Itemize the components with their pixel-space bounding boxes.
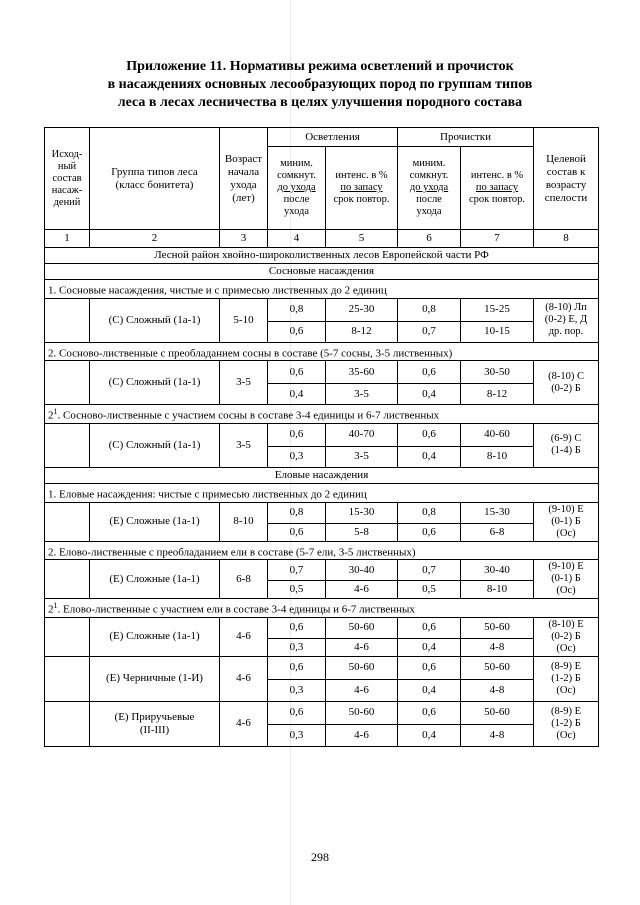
proch-min-density-cell: 0,4 (398, 724, 461, 746)
proch-min-density-cell: 0,6 (398, 523, 461, 541)
header-osv-intensity: интенс. в % по запасу срок повтор. (326, 147, 398, 230)
proch-min-density-cell: 0,7 (398, 321, 461, 342)
proch-min-density-cell: 0,6 (398, 617, 461, 638)
subsection-row (45, 405, 599, 424)
proch-min-density-cell: 0,4 (398, 679, 461, 701)
proch-intensity-cell: 10-15 (461, 321, 534, 342)
start-age-cell: 4-6 (220, 617, 268, 656)
proch-min-density-cell: 0,4 (398, 384, 461, 405)
source-composition-cell (45, 617, 90, 656)
table-row (45, 617, 599, 638)
osv-intensity-cell: 50-60 (326, 617, 398, 638)
proch-intensity-cell: 50-60 (461, 656, 534, 679)
col-number: 5 (326, 230, 398, 248)
subsection-row (45, 599, 599, 618)
osv-min-density-cell: 0,6 (268, 656, 326, 679)
osv-intensity-cell: 3-5 (326, 384, 398, 405)
proch-min-density-cell: 0,6 (398, 361, 461, 384)
target-composition-cell: (8-9) Е (1-2) Б (Ос) (534, 701, 599, 746)
column-number-row (45, 230, 599, 248)
subsection-title: 1. Еловые насаждения: чистые с примесью лиственных до 2 единиц (45, 483, 599, 502)
osv-intensity-cell: 8-12 (326, 321, 398, 342)
proch-min-density-cell: 0,4 (398, 638, 461, 656)
osv-min-density-cell: 0,3 (268, 679, 326, 701)
table-row (45, 656, 599, 679)
section-row (45, 467, 599, 483)
title-line-2: в насаждениях основных лесообразующих пород по группам типов (107, 77, 533, 92)
osv-min-density-cell: 0,6 (268, 523, 326, 541)
title-line-3: леса в лесах лесничества в целях улучшения породного состава (117, 95, 523, 110)
target-composition-cell: (8-10) С (0-2) Б (534, 361, 599, 405)
proch-min-density-cell: 0,8 (398, 298, 461, 321)
source-composition-cell (45, 423, 90, 467)
source-composition-cell (45, 502, 90, 541)
osv-min-density-cell: 0,8 (268, 298, 326, 321)
region-row (45, 248, 599, 264)
header-forest-type-group: Группа типов леса (класс бонитета) (90, 128, 220, 230)
col-number: 8 (534, 230, 599, 248)
forest-region-title: Лесной район хвойно-широколиственных лесов Европейской части РФ (45, 248, 599, 264)
target-composition-cell: (9-10) Е (0-1) Б (Ос) (534, 560, 599, 599)
proch-min-density-cell: 0,4 (398, 446, 461, 467)
source-composition-cell (45, 560, 90, 599)
proch-intensity-cell: 4-8 (461, 724, 534, 746)
proch-intensity-cell: 30-50 (461, 361, 534, 384)
proch-intensity-cell: 4-8 (461, 679, 534, 701)
subsection-title: $2^1$. Елово-лиственные с участием ели в составе 3-4 единицы и 6-7 лиственных (45, 599, 599, 618)
proch-intensity-cell: 50-60 (461, 701, 534, 724)
table-row (45, 701, 599, 724)
section-row (45, 264, 599, 280)
proch-intensity-cell: 15-30 (461, 502, 534, 523)
forest-type-cell: (Е) Сложные (1а-1) (90, 502, 220, 541)
start-age-cell: 8-10 (220, 502, 268, 541)
target-composition-cell: (8-10) Лп (0-2) Е, Д др. пор. (534, 298, 599, 342)
table-row (45, 361, 599, 384)
subsection-title: 2. Елово-лиственные с преобладанием ели в составе (5-7 ели, 3-5 лиственных) (45, 541, 599, 560)
table-row (45, 502, 599, 523)
page-title (40, 58, 600, 112)
header-target-composition: Целевой состав к возрасту спелости (534, 128, 599, 230)
table-row (45, 423, 599, 446)
target-composition-cell: (9-10) Е (0-1) Б (Ос) (534, 502, 599, 541)
page-number: 298 (311, 850, 329, 864)
forest-type-cell: (С) Сложный (1а-1) (90, 298, 220, 342)
osv-intensity-cell: 50-60 (326, 701, 398, 724)
subsection-title: 2. Сосново-лиственные с преобладанием сосны в составе (5-7 сосны, 3-5 лиственных) (45, 342, 599, 361)
subsection-row (45, 342, 599, 361)
header-source-composition: Исход- ный состав насаж- дений (45, 128, 90, 230)
target-composition-cell: (6-9) С (1-4) Б (534, 423, 599, 467)
col-number: 6 (398, 230, 461, 248)
col-number: 4 (268, 230, 326, 248)
osv-min-density-cell: 0,8 (268, 502, 326, 523)
header-osvetleniya: Осветления (268, 128, 398, 147)
osv-intensity-cell: 50-60 (326, 656, 398, 679)
start-age-cell: 6-8 (220, 560, 268, 599)
title-line-1: Приложение 11. Нормативы режима осветлений и прочисток (126, 59, 514, 74)
forest-type-cell: (Е) Черничные (1-И) (90, 656, 220, 701)
start-age-cell: 4-6 (220, 656, 268, 701)
table-row (45, 560, 599, 581)
source-composition-cell (45, 701, 90, 746)
header-proch-min-density: миним. сомкнут. до ухода после ухода (398, 147, 461, 230)
col-number: 2 (90, 230, 220, 248)
start-age-cell: 3-5 (220, 361, 268, 405)
proch-intensity-cell: 30-40 (461, 560, 534, 581)
subsection-title: 1. Сосновые насаждения, чистые и с примесью лиственных до 2 единиц (45, 280, 599, 299)
osv-min-density-cell: 0,3 (268, 724, 326, 746)
osv-min-density-cell: 0,6 (268, 361, 326, 384)
header-start-age: Возраст начала ухода (лет) (220, 128, 268, 230)
header-row-1 (45, 128, 599, 147)
proch-min-density-cell: 0,6 (398, 656, 461, 679)
proch-intensity-cell: 8-10 (461, 446, 534, 467)
osv-min-density-cell: 0,4 (268, 384, 326, 405)
osv-min-density-cell: 0,6 (268, 701, 326, 724)
subsection-title: $2^1$. Сосново-лиственные с участием сосны в составе 3-4 единицы и 6-7 лиственных (45, 405, 599, 424)
source-composition-cell (45, 656, 90, 701)
subsection-row (45, 541, 599, 560)
osv-intensity-cell: 5-8 (326, 523, 398, 541)
osv-intensity-cell: 40-70 (326, 423, 398, 446)
osv-intensity-cell: 15-30 (326, 502, 398, 523)
proch-min-density-cell: 0,5 (398, 581, 461, 599)
proch-intensity-cell: 6-8 (461, 523, 534, 541)
osv-intensity-cell: 4-6 (326, 724, 398, 746)
start-age-cell: 3-5 (220, 423, 268, 467)
proch-intensity-cell: 50-60 (461, 617, 534, 638)
target-composition-cell: (8-9) Е (1-2) Б (Ос) (534, 656, 599, 701)
osv-min-density-cell: 0,6 (268, 423, 326, 446)
subsection-row (45, 280, 599, 299)
osv-min-density-cell: 0,6 (268, 617, 326, 638)
forest-type-cell: (С) Сложный (1а-1) (90, 423, 220, 467)
forest-type-cell: (Е) Сложные (1а-1) (90, 560, 220, 599)
col-number: 1 (45, 230, 90, 248)
col-number: 7 (461, 230, 534, 248)
header-osv-min-density: миним. сомкнут. до ухода после ухода (268, 147, 326, 230)
header-proch-intensity: интенс. в % по запасу срок повтор. (461, 147, 534, 230)
osv-intensity-cell: 4-6 (326, 679, 398, 701)
proch-intensity-cell: 15-25 (461, 298, 534, 321)
osv-intensity-cell: 25-30 (326, 298, 398, 321)
source-composition-cell (45, 361, 90, 405)
section-title: Сосновые насаждения (45, 264, 599, 280)
osv-intensity-cell: 3-5 (326, 446, 398, 467)
osv-intensity-cell: 35-60 (326, 361, 398, 384)
osv-min-density-cell: 0,3 (268, 446, 326, 467)
osv-intensity-cell: 4-6 (326, 581, 398, 599)
section-title: Еловые насаждения (45, 467, 599, 483)
proch-intensity-cell: 40-60 (461, 423, 534, 446)
proch-intensity-cell: 8-12 (461, 384, 534, 405)
osv-intensity-cell: 30-40 (326, 560, 398, 581)
table-body (45, 128, 599, 747)
start-age-cell: 4-6 (220, 701, 268, 746)
proch-min-density-cell: 0,6 (398, 423, 461, 446)
proch-intensity-cell: 8-10 (461, 581, 534, 599)
source-composition-cell (45, 298, 90, 342)
forest-type-cell: (Е) Приручьевые (II-III) (90, 701, 220, 746)
osv-min-density-cell: 0,5 (268, 581, 326, 599)
forest-type-cell: (Е) Сложные (1а-1) (90, 617, 220, 656)
osv-min-density-cell: 0,3 (268, 638, 326, 656)
proch-intensity-cell: 4-8 (461, 638, 534, 656)
osv-intensity-cell: 4-6 (326, 638, 398, 656)
header-prochistki: Прочистки (398, 128, 534, 147)
proch-min-density-cell: 0,8 (398, 502, 461, 523)
target-composition-cell: (8-10) Е (0-2) Б (Ос) (534, 617, 599, 656)
norms-table (44, 127, 599, 747)
col-number: 3 (220, 230, 268, 248)
start-age-cell: 5-10 (220, 298, 268, 342)
proch-min-density-cell: 0,7 (398, 560, 461, 581)
osv-min-density-cell: 0,7 (268, 560, 326, 581)
osv-min-density-cell: 0,6 (268, 321, 326, 342)
subsection-row (45, 483, 599, 502)
proch-min-density-cell: 0,6 (398, 701, 461, 724)
forest-type-cell: (С) Сложный (1а-1) (90, 361, 220, 405)
table-row (45, 298, 599, 321)
